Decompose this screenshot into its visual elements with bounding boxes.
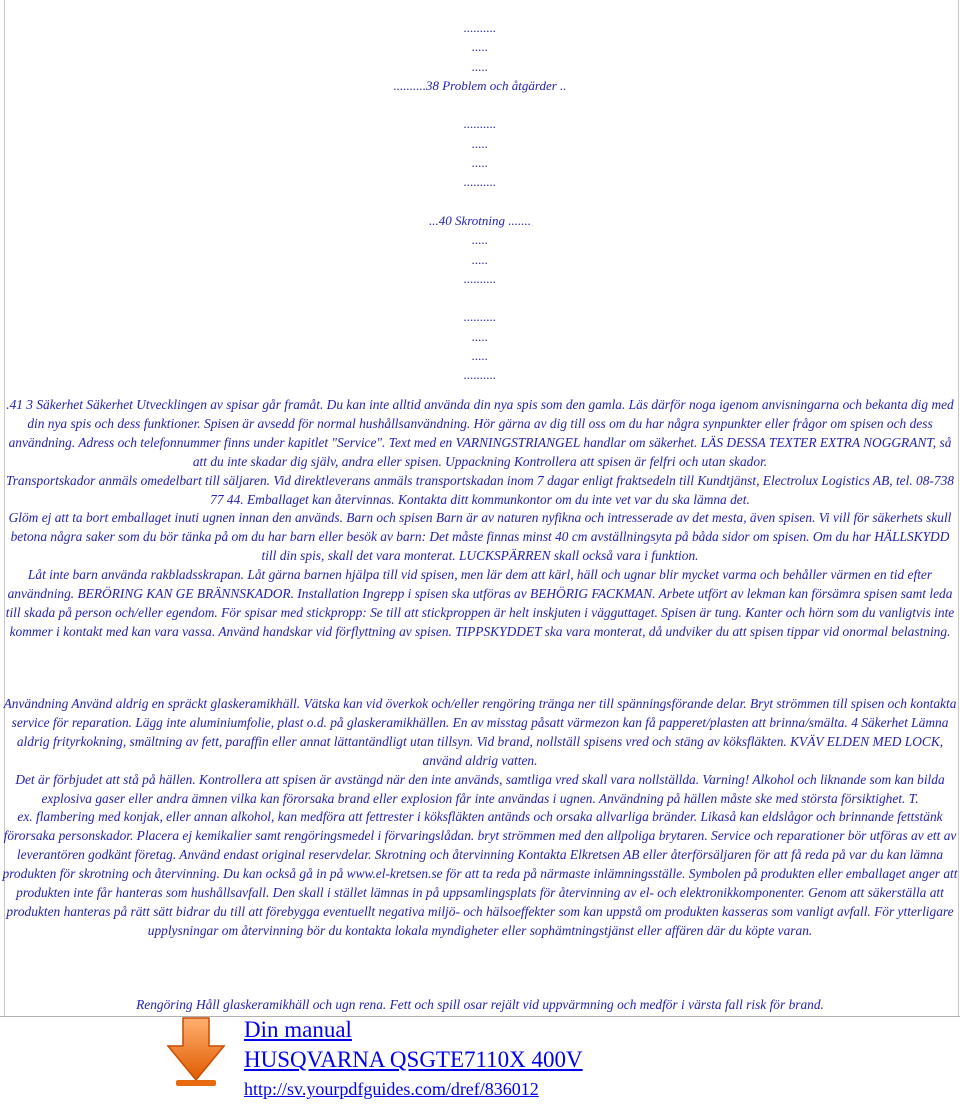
body-paragraph: Låt inte barn använda rakbladsskrapan. Låt gärna barnen hjälpa till vid spisen, men lär dem att kärl, häll och ugnar blir mycket varma och behåller värmen en tid efter användning. BERÖRING KAN GE BRÄNNSKADOR. Installation Ingrepp i spisen ska utföras av BEHÖRIG FACKMAN. Arbete utfört av lekman kan försämra spisen samt leda till skada på person och/eller egendom. För spisar med stickpropp: Se till att stickproppen är helt inskjuten i vägguttaget. Spisen är tung. Kanter och hörn som du vanligtvis inte kommer i kontakt med kan vara vassa. Använd handskar vid förflyttning av spisen. TIPPSKYDDET ska vara monterat, då undviker du att spisen tippar vid onormal belastning.	[5, 567, 955, 639]
body-paragraph: Användning Använd aldrig en spräckt glaskeramikhäll. Vätska kan vid överkok och/eller rengöring tränga ner till spänningsförande delar. Bryt strömmen till spisen och kontakta service för reparation. Lägg inte aluminiumfolie, plast o.d. på glaskeramikhällen. En av misstag påsatt värmezon kan få papperet/plasten att brinna/smälta. 4 Säkerhet Lämna aldrig frityrkokning, smältning av fett, paraffin eller annat lättantändligt utan tillsyn. Vid brand, nollställ spisens vred och stäng av köksfläkten. KVÄV ELDEN MED LOCK, använd aldrig vatten.	[3, 696, 957, 768]
toc-line	[0, 95, 960, 114]
url-link[interactable]: http://sv.yourpdfguides.com/dref/836012	[244, 1079, 539, 1099]
body-paragraph: Transportskador anmäls omedelbart till säljaren. Vid direktleverans anmäls transportskadan inom 7 dagar enligt fraktsedeln till Kundtjänst, Electrolux Logistics AB, tel. 08-738 77 44. Emballaget kan återvinnas. Kontakta ditt kommunkontor om du inte vet var du ska lämna det.	[6, 472, 954, 507]
toc-line	[0, 288, 960, 307]
toc-line: .....	[471, 135, 489, 151]
table-of-contents	[0, 18, 960, 385]
body-paragraph: ex. flambering med konjak, eller annan alkohol, kan medföra att fettrester i köksfläkten antänds och orsaka allvarliga bränder. Likaså kan eldslågor och brinnande fettstänk förorsaka personskador. Placera ej kemikalier samt rengöringsmedel i förvaringslådan. bryt strömmen med den allpoliga brytaren. Service och reparationer bör utföras av ett av leverantören godkänt företag. Använd endast original reservdelar. Skrotning och återvinning Kontakta Elkretsen AB eller återförsäljaren för att få reda på var du kan lämna produkten för skrotning och återvinning. Du kan också gå in på www.el-kretsen.se för att ta reda på närmaste inlämningsställe. Symbolen på produkten eller emballaget anger att produkten inte får hanteras som hushållsavfall. Den skall i stället lämnas in på uppsamlingsplats för återvinning av el- och elektronikkomponenter. Genom att säkerställa att produkten hanteras på rätt sätt bidrar du till att förebygga eventuellt negativa miljö- och hälsoeffekter som kan uppstå om produkten kasseras som vanligt avfall. För ytterligare upplysningar om återvinning bör du kontakta lokala myndigheter eller sophämtningstjänst eller affären där du köpte varan.	[2, 809, 958, 938]
footer-links	[244, 1016, 583, 1104]
toc-line: ..........	[463, 20, 497, 35]
download-arrow-icon	[158, 1014, 234, 1088]
toc-line: ..........	[463, 309, 497, 325]
safety-section-2	[0, 695, 960, 941]
toc-line: ..........	[463, 367, 497, 383]
toc-line: .....	[471, 251, 489, 267]
toc-line: .....	[471, 348, 489, 364]
toc-line: .....	[471, 58, 489, 74]
toc-line: ..........	[463, 270, 497, 286]
toc-line: .....	[471, 328, 489, 344]
safety-section-1	[0, 396, 960, 642]
manual-link[interactable]: Din manual	[244, 1017, 352, 1042]
toc-line: ..........	[463, 116, 497, 132]
toc-line: .....	[471, 39, 489, 55]
body-paragraph: .41 3 Säkerhet Säkerhet Utvecklingen av spisar går framåt. Du kan inte alltid använda din nya spis som den gamla. Läs därför noga igenom anvisningarna och bekanta dig med din nya spis och dess funktioner. Spisen är avsedd för normal hushållsanvändning. Hör gärna av dig till oss om du har några synpunkter eller frågor om spisen och dess användning. Adress och telefonnummer finns under kapitlet "Service". Text med en VARNINGSTRIANGEL handlar om säkerhet. LÄS DESSA TEXTER EXTRA NOGGRANT, så att du inte skadar dig själv, andra eller spisen. Uppackning Kontrollera att spisen är felfri och utan skador.	[6, 397, 954, 469]
toc-line: .....	[471, 155, 489, 171]
toc-line: .....	[471, 232, 489, 248]
body-paragraph: Glöm ej att ta bort emballaget inuti ugnen innan den används. Barn och spisen Barn är av naturen nyfikna och intresserade av det mesta, även spisen. Vi vill för säkerhets skull betona några saker som du bör tänka på om du har barn eller besök av barn: Det måste finnas minst 40 cm avställningsyta på båda sidor om spisen. Om du har HÄLLSKYDD till din spis, skall det vara monterat. LUCKSPÄRREN skall också vara i funktion.	[8, 510, 952, 564]
body-paragraph: Rengöring Håll glaskeramikhäll och ugn rena. Fett och spill osar rejält vid uppvärmning och medför i värsta fall risk för brand.	[136, 997, 824, 1012]
body-paragraph: Det är förbjudet att stå på hällen. Kontrollera att spisen är avstängd när den inte används, samtliga vred skall vara nollställda. Varning! Alkohol och liknande som kan bilda explosiva gaser eller andra ämnen vilka kan förorsaka brand eller explosion får inte användas i ugnen. Användning på hällen måste ske med största försiktighet. T.	[15, 771, 945, 806]
toc-line: ...40 Skrotning .......	[428, 212, 532, 228]
product-link[interactable]: HUSQVARNA QSGTE7110X 400V	[244, 1047, 583, 1072]
toc-line	[0, 192, 960, 211]
toc-line: ..........38 Problem och åtgärder ..	[393, 77, 567, 93]
cleaning-section	[0, 996, 960, 1015]
toc-line: ..........	[463, 174, 497, 190]
